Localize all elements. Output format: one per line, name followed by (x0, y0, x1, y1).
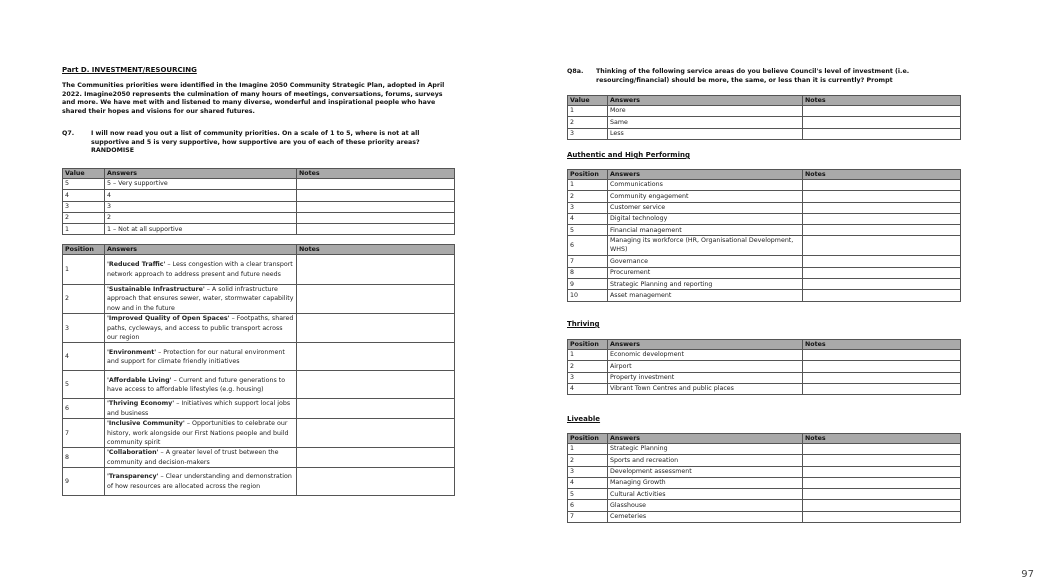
table-row (63, 314, 455, 343)
priority-name: 'Collaboration' (107, 449, 159, 457)
priority-name: 'Transparency' (107, 473, 159, 481)
table-row (568, 500, 961, 511)
answer-cell: Managing Growth (608, 477, 803, 488)
question-q8a (567, 68, 960, 88)
table-row (568, 213, 961, 224)
position-cell: 4 (63, 343, 105, 371)
position-cell: 4 (568, 477, 608, 488)
notes-cell (297, 190, 455, 201)
position-cell: 2 (568, 361, 608, 372)
answer-cell: 1 – Not at all supportive (105, 224, 297, 235)
table-row (568, 117, 961, 128)
priority-name: 'Thriving Economy' (107, 400, 175, 408)
table-row (568, 383, 961, 394)
table-header-row (568, 340, 961, 350)
notes-cell (803, 256, 961, 267)
table-row (63, 179, 455, 190)
position-cell: 3 (568, 372, 608, 383)
answer-cell: Financial management (608, 225, 803, 236)
notes-cell (803, 466, 961, 477)
value-cell: 1 (63, 224, 105, 235)
column-header: Notes (803, 434, 961, 444)
table-row (568, 236, 961, 256)
answer-cell: Digital technology (608, 213, 803, 224)
table-row (63, 468, 455, 496)
table-row (568, 477, 961, 488)
column-header: Position (568, 340, 608, 350)
table-row (568, 455, 961, 466)
right-page (567, 0, 960, 586)
notes-cell (803, 511, 961, 522)
position-cell: 5 (568, 489, 608, 500)
notes-cell (297, 448, 455, 468)
notes-cell (297, 179, 455, 190)
answer-cell: Asset management (608, 290, 803, 301)
table-row (63, 201, 455, 212)
position-cell: 6 (568, 236, 608, 256)
value-cell: 2 (63, 212, 105, 223)
answer-cell (105, 468, 297, 496)
question-number: Q7. (62, 130, 75, 137)
position-cell: 3 (568, 202, 608, 213)
column-header: Answers (105, 169, 297, 179)
position-cell: 6 (568, 500, 608, 511)
priority-description: – Protection for our natural environment and support for climate friendly initiatives (107, 348, 285, 365)
column-header: Notes (803, 170, 961, 180)
answer-cell: Same (608, 117, 803, 128)
page-number: 97 (1021, 569, 1034, 580)
section-heading: Liveable (567, 415, 601, 423)
notes-cell (297, 419, 455, 448)
position-cell: 9 (568, 279, 608, 290)
answer-cell (105, 285, 297, 314)
notes-cell (803, 477, 961, 488)
answer-cell: More (608, 106, 803, 117)
table-row (568, 489, 961, 500)
notes-cell (297, 201, 455, 212)
column-header: Notes (297, 169, 455, 179)
answer-cell: Strategic Planning (608, 444, 803, 455)
answer-cell: Governance (608, 256, 803, 267)
intro-paragraph: The Communities priorities were identified in the Imagine 2050 Community Strategic Plan, adopted in April 2022. Imagine2050 represents the culmination of many hours of meetings, conversations, forums, surveys and more. We have met with and listened to many diverse, wonderful and inspirational people who have shared their hopes and visions for our shared futures. (62, 82, 445, 115)
notes-cell (297, 224, 455, 235)
notes-cell (297, 343, 455, 371)
answer-cell: Customer service (608, 202, 803, 213)
notes-cell (803, 444, 961, 455)
table-row (568, 267, 961, 278)
table-row (63, 419, 455, 448)
answer-cell (105, 419, 297, 448)
answer-cell: Community engagement (608, 191, 803, 202)
priority-name: 'Environment' (107, 348, 157, 356)
position-cell: 2 (568, 455, 608, 466)
table-row (568, 225, 961, 236)
notes-cell (803, 191, 961, 202)
answer-cell: Property investment (608, 372, 803, 383)
section-heading: Thriving (567, 320, 600, 328)
notes-cell (803, 361, 961, 372)
answer-cell: Glasshouse (608, 500, 803, 511)
value-cell: 3 (568, 128, 608, 139)
column-header: Value (63, 169, 105, 179)
investment-level-table (567, 95, 961, 140)
answer-cell: Communications (608, 180, 803, 191)
table-row (63, 343, 455, 371)
notes-cell (297, 371, 455, 399)
table-row (568, 191, 961, 202)
notes-cell (803, 128, 961, 139)
question-text: Thinking of the following service areas do you believe Council's level of investment (i.e. resourcing/financial) should be more, the same, or less than it is currently? Prompt (596, 68, 910, 84)
notes-cell (803, 350, 961, 361)
answer-cell (105, 371, 297, 399)
table-header-row (568, 434, 961, 444)
priority-name: 'Inclusive Community' (107, 420, 185, 428)
table-row (568, 372, 961, 383)
left-page (62, 0, 454, 586)
column-header: Notes (803, 340, 961, 350)
notes-cell (803, 106, 961, 117)
question-q7 (62, 130, 454, 158)
position-cell: 4 (568, 213, 608, 224)
notes-cell (803, 236, 961, 256)
notes-cell (803, 202, 961, 213)
table-row (568, 466, 961, 477)
notes-cell (803, 500, 961, 511)
answer-cell: Strategic Planning and reporting (608, 279, 803, 290)
position-cell: 5 (63, 371, 105, 399)
answer-cell: Airport (608, 361, 803, 372)
priority-name: 'Reduced Traffic' (107, 261, 166, 269)
notes-cell (297, 468, 455, 496)
priority-description: – A solid infrastructure approach that ensures sewer, water, stormwater capability now and in the future (107, 286, 294, 312)
table-row (568, 106, 961, 117)
table-row (63, 255, 455, 285)
table-row (568, 511, 961, 522)
notes-cell (297, 212, 455, 223)
notes-cell (803, 372, 961, 383)
position-cell: 1 (63, 255, 105, 285)
question-text: I will now read you out a list of community priorities. On a scale of 1 to 5, where is not at all supportive and 5 is very supportive, how supportive are you of each of these priority areas? RANDOMISE (91, 130, 420, 155)
section-heading: Authentic and High Performing (567, 151, 690, 159)
answer-cell: 4 (105, 190, 297, 201)
answer-cell: Cemeteries (608, 511, 803, 522)
value-cell: 3 (63, 201, 105, 212)
notes-cell (803, 290, 961, 301)
position-cell: 5 (568, 225, 608, 236)
column-header: Position (568, 434, 608, 444)
answer-cell: Procurement (608, 267, 803, 278)
column-header: Value (568, 96, 608, 106)
answer-cell: Economic development (608, 350, 803, 361)
position-cell: 9 (63, 468, 105, 496)
column-header: Answers (105, 245, 297, 255)
column-header: Notes (803, 96, 961, 106)
answer-cell: Development assessment (608, 466, 803, 477)
notes-cell (803, 383, 961, 394)
position-cell: 3 (568, 466, 608, 477)
table-row (63, 448, 455, 468)
value-cell: 5 (63, 179, 105, 190)
service-area-table (567, 433, 961, 523)
table-row (568, 444, 961, 455)
table-row (63, 224, 455, 235)
value-cell: 2 (568, 117, 608, 128)
answer-cell (105, 255, 297, 285)
column-header: Answers (608, 434, 803, 444)
answer-cell (105, 314, 297, 343)
table-row (63, 190, 455, 201)
column-header: Position (568, 170, 608, 180)
table-header-row (63, 245, 455, 255)
table-row (568, 279, 961, 290)
priority-name: 'Improved Quality of Open Spaces' (107, 315, 230, 323)
column-header: Answers (608, 170, 803, 180)
position-cell: 2 (568, 191, 608, 202)
priority-name: 'Sustainable Infrastructure' (107, 286, 205, 293)
position-cell: 3 (63, 314, 105, 343)
column-header: Position (63, 245, 105, 255)
answer-cell (105, 343, 297, 371)
table-row (63, 399, 455, 419)
notes-cell (803, 279, 961, 290)
value-cell: 1 (568, 106, 608, 117)
table-header-row (63, 169, 455, 179)
question-number: Q8a. (567, 68, 584, 75)
answer-cell (105, 448, 297, 468)
position-cell: 8 (568, 267, 608, 278)
scale-table (62, 168, 455, 235)
table-header-row (568, 170, 961, 180)
priority-description: – Initiatives which support local jobs and business (107, 400, 291, 417)
priority-description: – A greater level of trust between the community and decision-makers (107, 449, 279, 466)
answer-cell: Vibrant Town Centres and public places (608, 383, 803, 394)
priority-description: – Opportunities to celebrate our history, work alongside our First Nations people and build community spirit (107, 420, 289, 447)
answer-cell: Sports and recreation (608, 455, 803, 466)
priority-description: – Clear understanding and demonstration of how resources are allocated across the region (107, 473, 292, 490)
position-cell: 7 (63, 419, 105, 448)
position-cell: 8 (63, 448, 105, 468)
priority-table (62, 244, 455, 496)
answer-cell: 3 (105, 201, 297, 212)
table-row (63, 212, 455, 223)
position-cell: 7 (568, 256, 608, 267)
answer-cell: Managing its workforce (HR, Organisational Development, WHS) (608, 236, 803, 256)
table-row (568, 290, 961, 301)
table-row (568, 180, 961, 191)
notes-cell (803, 267, 961, 278)
notes-cell (803, 225, 961, 236)
table-row (568, 202, 961, 213)
notes-cell (803, 213, 961, 224)
answer-cell: 5 – Very supportive (105, 179, 297, 190)
priority-description: – Footpaths, shared paths, cycleways, and access to public transport across our region (107, 315, 294, 342)
answer-cell: Less (608, 128, 803, 139)
notes-cell (803, 180, 961, 191)
notes-cell (297, 285, 455, 314)
notes-cell (803, 489, 961, 500)
notes-cell (297, 399, 455, 419)
table-row (63, 371, 455, 399)
service-area-table (567, 169, 961, 302)
answer-cell (105, 399, 297, 419)
position-cell: 2 (63, 285, 105, 314)
position-cell: 1 (568, 350, 608, 361)
table-row (568, 128, 961, 139)
answer-cell: 2 (105, 212, 297, 223)
answer-cell: Cultural Activities (608, 489, 803, 500)
table-row (568, 350, 961, 361)
position-cell: 10 (568, 290, 608, 301)
column-header: Answers (608, 340, 803, 350)
position-cell: 1 (568, 180, 608, 191)
priority-name: 'Affordable Living' (107, 376, 172, 384)
table-row (568, 256, 961, 267)
table-row (63, 285, 455, 314)
service-area-table (567, 339, 961, 395)
position-cell: 6 (63, 399, 105, 419)
notes-cell (297, 255, 455, 285)
table-row (568, 361, 961, 372)
value-cell: 4 (63, 190, 105, 201)
table-header-row (568, 96, 961, 106)
priority-description: – Less congestion with a clear transport network approach to address present and future needs (107, 261, 293, 278)
priority-description: – Current and future generations to have access to affordable lifestyles (e.g. housing) (107, 376, 286, 393)
notes-cell (297, 314, 455, 343)
notes-cell (803, 117, 961, 128)
column-header: Notes (297, 245, 455, 255)
position-cell: 7 (568, 511, 608, 522)
notes-cell (803, 455, 961, 466)
position-cell: 4 (568, 383, 608, 394)
column-header: Answers (608, 96, 803, 106)
position-cell: 1 (568, 444, 608, 455)
part-heading: Part D. INVESTMENT/RESOURCING (62, 66, 197, 74)
